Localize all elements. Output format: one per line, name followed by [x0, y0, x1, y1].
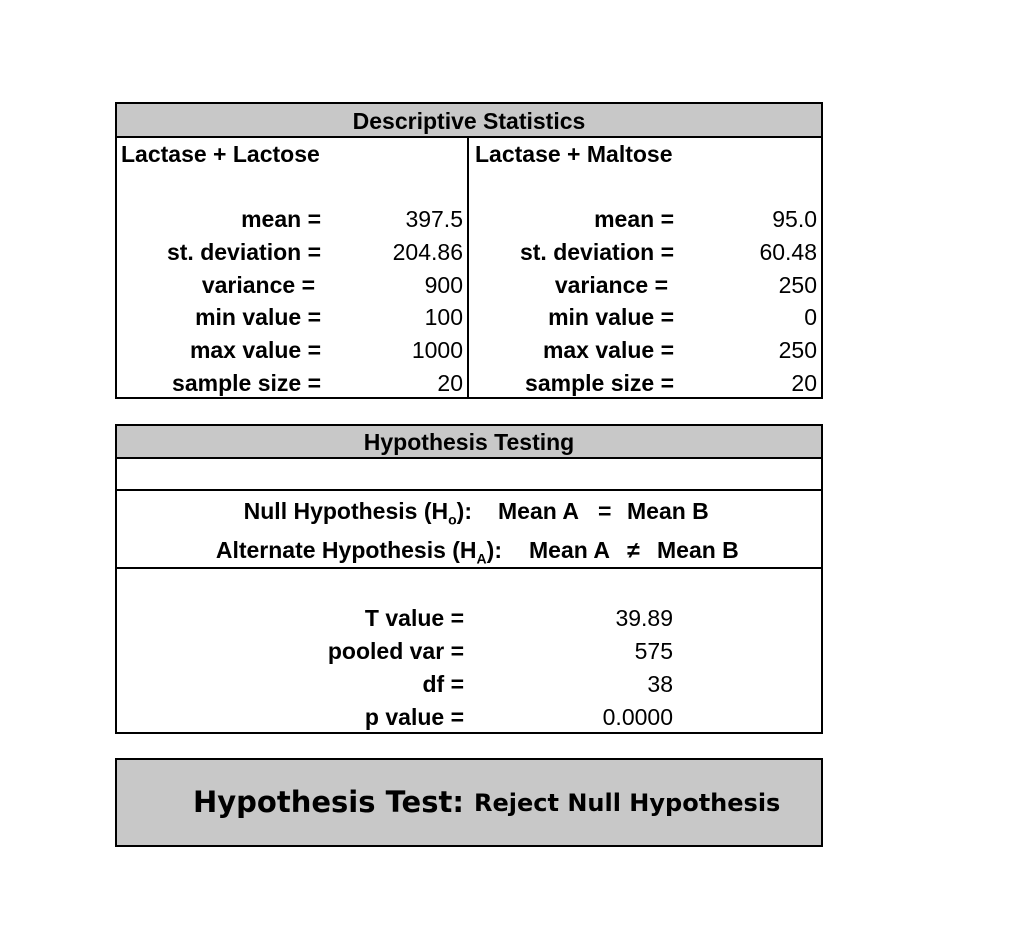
b-max-value: 250: [778, 337, 817, 363]
null-hypothesis-statement-b: Mean B: [627, 498, 709, 524]
b-n-value: 20: [791, 370, 817, 396]
b-max-label: max value =: [542, 337, 674, 363]
null-hypothesis-statement-a: Mean A: [498, 498, 579, 524]
null-hypothesis-label: [244, 496, 472, 535]
descriptive-header-divider: [115, 136, 823, 138]
group-a-heading: Lactase + Lactose: [121, 141, 320, 167]
b-n-label: sample size =: [525, 370, 674, 396]
alt-label-close: ):: [486, 537, 502, 563]
pooled-var-value: 575: [634, 638, 673, 664]
a-variance-label: variance =: [201, 272, 315, 298]
df-value: 38: [647, 671, 673, 697]
hypothesis-result-label: Hypothesis Test:: [193, 785, 464, 819]
a-max-value: 1000: [411, 337, 463, 363]
b-min-value: 0: [804, 304, 817, 330]
df-label: df =: [422, 671, 464, 697]
b-min-label: min value =: [548, 304, 674, 330]
descriptive-column-divider: [467, 136, 469, 399]
null-hypothesis-operator: =: [598, 498, 612, 524]
a-n-value: 20: [437, 370, 463, 396]
null-label-sub: o: [448, 511, 457, 528]
t-value-label: T value =: [364, 605, 464, 631]
hypothesis-header-divider: [115, 457, 823, 459]
a-variance-value: 900: [424, 272, 463, 298]
a-max-label: max value =: [189, 337, 321, 363]
b-mean-label: mean =: [594, 206, 674, 232]
a-sd-value: 204.86: [392, 239, 463, 265]
b-sd-value: 60.48: [759, 239, 817, 265]
t-value: 39.89: [615, 605, 673, 631]
group-b-heading: Lactase + Maltose: [475, 141, 673, 167]
b-variance-value: 250: [778, 272, 817, 298]
b-mean-value: 95.0: [772, 206, 817, 232]
alt-label-sub: A: [476, 550, 487, 567]
pooled-var-label: pooled var =: [327, 638, 464, 664]
null-label-close: ):: [456, 498, 472, 524]
a-min-label: min value =: [195, 304, 321, 330]
p-value-label: p value =: [364, 704, 464, 730]
alt-hypothesis-label: [216, 535, 502, 574]
null-label-text: Null Hypothesis (H: [243, 498, 449, 524]
hypothesis-row-divider-1: [115, 489, 823, 491]
alt-hypothesis-statement-b: Mean B: [657, 537, 739, 563]
p-value: 0.0000: [602, 704, 673, 730]
descriptive-stats-title: Descriptive Statistics: [352, 108, 586, 134]
a-mean-label: mean =: [241, 206, 321, 232]
hypothesis-testing-title: Hypothesis Testing: [363, 429, 575, 455]
alt-label-text: Alternate Hypothesis (H: [215, 537, 477, 563]
alt-hypothesis-statement-a: Mean A: [529, 537, 610, 563]
hypothesis-testing-table: [115, 424, 823, 734]
a-min-value: 100: [424, 304, 463, 330]
b-sd-label: st. deviation =: [519, 239, 674, 265]
hypothesis-result-value: Reject Null Hypothesis: [474, 789, 781, 817]
a-n-label: sample size =: [172, 370, 321, 396]
b-variance-label: variance =: [554, 272, 668, 298]
a-mean-value: 397.5: [405, 206, 463, 232]
alt-hypothesis-operator: ≠: [627, 537, 640, 563]
a-sd-label: st. deviation =: [166, 239, 321, 265]
